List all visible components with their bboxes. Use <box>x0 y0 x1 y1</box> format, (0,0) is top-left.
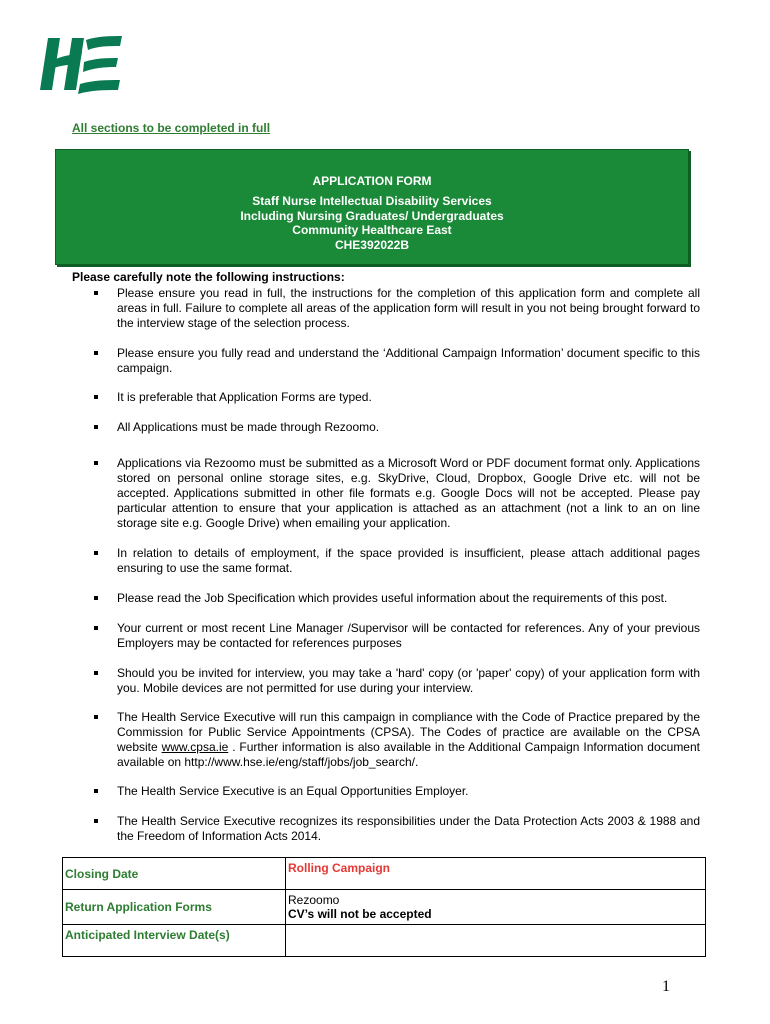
bullet-icon <box>72 346 117 376</box>
bullet-icon <box>72 420 117 435</box>
interview-dates-label: Anticipated Interview Date(s) <box>63 925 286 957</box>
table-row <box>63 858 706 890</box>
list-item: Should you be invited for interview, you may take a 'hard' copy (or 'paper' copy) of your application form with you. Mobile devices are not permitted for use during your interview. <box>72 666 700 696</box>
bullet-icon <box>72 546 117 576</box>
bullet-icon <box>72 814 117 844</box>
list-item: In relation to details of employment, if the space provided is insufficient, please attach additional pages ensuring to use the same format. <box>72 546 700 576</box>
closing-date-label: Closing Date <box>63 858 286 890</box>
table-row <box>63 925 706 957</box>
list-item: The Health Service Executive is an Equal Opportunities Employer. <box>72 784 700 799</box>
list-item: Your current or most recent Line Manager /Supervisor will be contacted for references. Any of your previous Employers may be contacted for references purposes <box>72 621 700 651</box>
bullet-icon <box>72 390 117 405</box>
page-number: 1 <box>662 978 670 995</box>
list-item: Please ensure you fully read and understand the ‘Additional Campaign Information’ document specific to this campaign. <box>72 346 700 376</box>
bullet-icon <box>72 286 117 331</box>
bullet-icon <box>72 456 117 531</box>
instructions-heading: Please carefully note the following instructions: <box>72 270 345 284</box>
list-item: Applications via Rezoomo must be submitted as a Microsoft Word or PDF document format only. Applications stored on personal online storage sites, e.g. SkyDrive, Cloud, Dropbox, Google Drive etc. will not be accepted. Applications submitted in other file formats e.g. Google Docs will not be accepted. Please pay particular attention to ensure that your application is attached as an attachment (not a link to an on line storage site e.g. Google Drive) when emailing your application. <box>72 456 700 531</box>
banner-line-reference: CHE392022B <box>334 237 410 252</box>
campaign-details-table <box>62 857 706 957</box>
return-forms-label: Return Application Forms <box>63 890 286 925</box>
bullet-icon <box>72 710 117 770</box>
application-form-banner <box>55 149 689 265</box>
all-sections-note: All sections to be completed in full <box>72 121 271 135</box>
bullet-icon <box>72 621 117 651</box>
cpsa-website-link[interactable]: www.cpsa.ie <box>161 740 229 754</box>
hse-logo <box>38 32 124 98</box>
list-item: Please ensure you read in full, the instructions for the completion of this application form and complete all areas in full. Failure to complete all areas of the application form will result in you not being brought forward to the interview stage of the selection process. <box>72 286 700 331</box>
table-row <box>63 890 706 925</box>
return-forms-value: Rezoomo CV’s will not be accepted <box>286 890 706 925</box>
banner-line-graduates: Including Nursing Graduates/ Undergraduates <box>240 208 504 223</box>
banner-line-post: Staff Nurse Intellectual Disability Services <box>252 194 492 208</box>
interview-dates-value[interactable] <box>286 925 706 957</box>
bullet-icon <box>72 591 117 606</box>
closing-date-value: Rolling Campaign <box>286 858 706 890</box>
banner-title: APPLICATION FORM <box>312 174 432 188</box>
list-item: The Health Service Executive will run this campaign in compliance with the Code of Practice prepared by the Commission for Public Service Appointments (CPSA). The Codes of practice are available on the CPSA website www.cpsa.ie . Further information is also available in the Additional Campaign Information document available on http://www.hse.ie/eng/staff/jobs/job_search/. <box>72 710 700 770</box>
list-item: The Health Service Executive recognizes its responsibilities under the Data Protection Acts 2003 & 1988 and the Freedom of Information Acts 2014. <box>72 814 700 844</box>
list-item: Please read the Job Specification which provides useful information about the requirements of this post. <box>72 591 700 606</box>
bullet-icon <box>72 666 117 696</box>
bullet-icon <box>72 784 117 799</box>
list-item: It is preferable that Application Forms are typed. <box>72 390 700 405</box>
list-item: All Applications must be made through Rezoomo. <box>72 420 700 435</box>
banner-line-area: Community Healthcare East <box>292 223 452 237</box>
